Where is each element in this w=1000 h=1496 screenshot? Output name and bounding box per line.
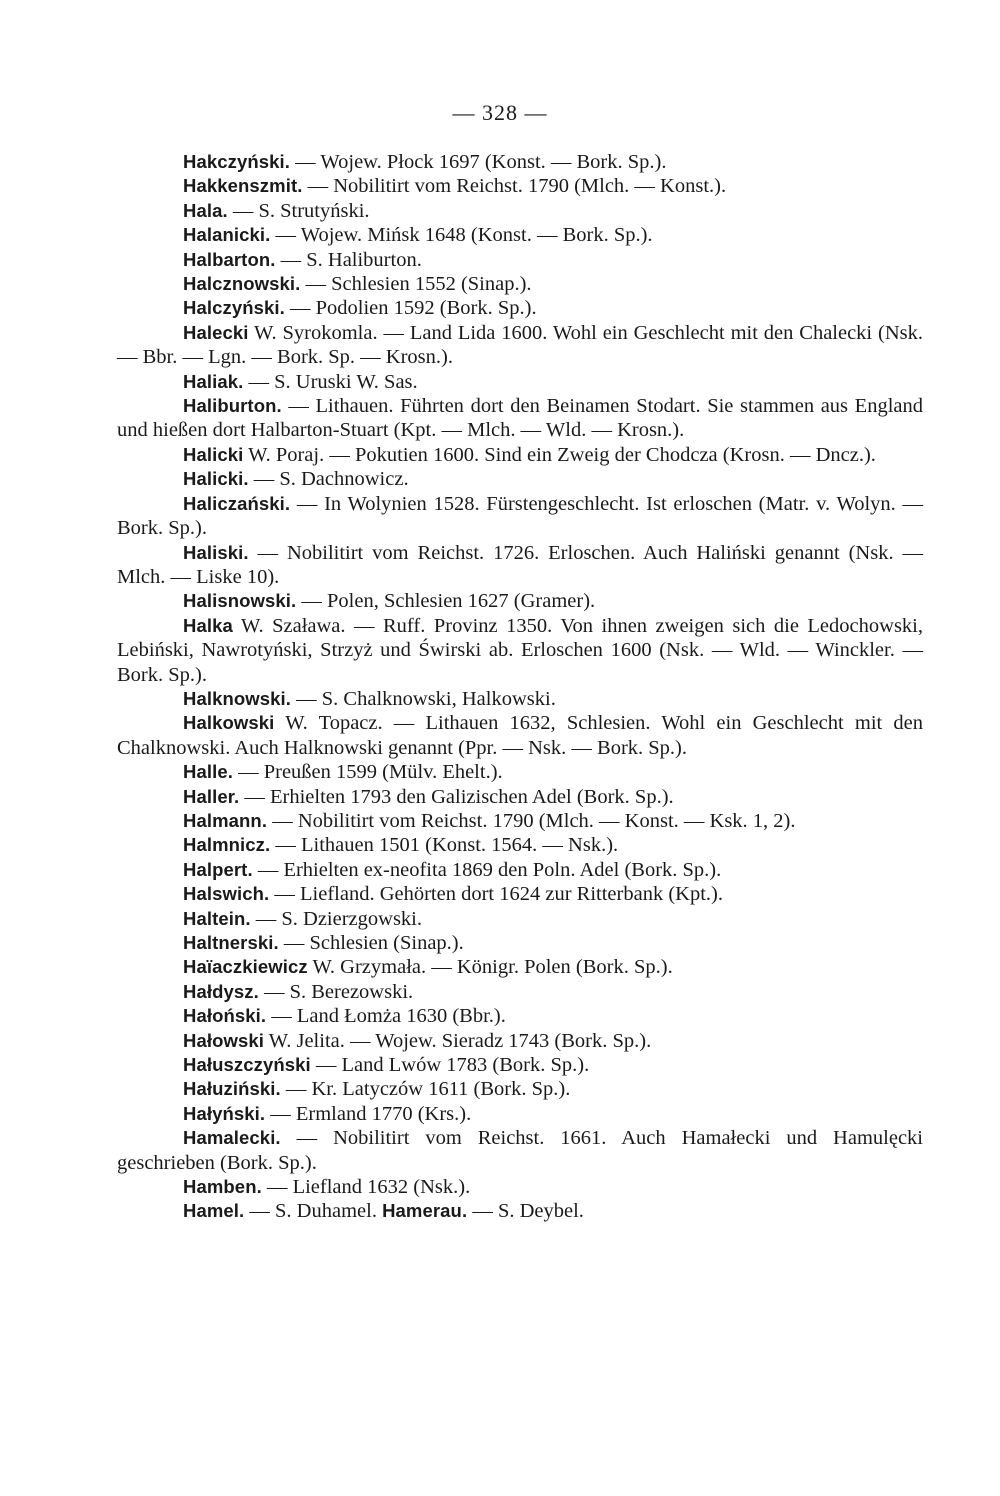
entry-text: — S. Haliburton. — [275, 248, 422, 271]
entry-headword: Halicki. — [183, 468, 249, 490]
list-item — [117, 394, 923, 443]
entry-headword: Haliski. — [183, 541, 249, 563]
entry-headword: Hamerau. — [382, 1200, 468, 1222]
list-item — [117, 711, 923, 760]
entry-text: — Nobilitirt vom Reichst. 1790 (Mlch. — Konst. — Ksk. 1, 2). — [267, 809, 796, 832]
entry-text: W. Poraj. — Pokutien 1600. Sind ein Zweig der Chodcza (Krosn. — Dncz.). — [243, 443, 876, 466]
entry-text: — Nobilitirt vom Reichst. 1661. Auch Hamałecki und Hamulęcki geschrieben (Bork. Sp.). — [117, 1127, 923, 1174]
entry-text: — Lithauen. Führten dort den Beinamen Stodart. Sie stammen aus England und hießen dort Halbarton-Stuart (Kpt. — Mlch. — Wld. — Krosn.). — [117, 395, 923, 442]
list-item — [117, 272, 923, 296]
list-item — [117, 370, 923, 394]
entry-headword: Hakkenszmit. — [183, 175, 303, 197]
list-item — [117, 467, 923, 491]
list-item — [117, 1102, 923, 1126]
list-item — [117, 541, 923, 590]
page-number: — 328 — — [452, 100, 548, 125]
entry-headword: Haliak. — [183, 370, 244, 392]
entry-text: — Preußen 1599 (Mülv. Ehelt.). — [232, 761, 503, 784]
entry-headword: Halczyński. — [183, 297, 285, 319]
list-item — [117, 955, 923, 979]
entry-headword: Halicki — [183, 443, 244, 465]
entry-headword: Hamben. — [183, 1176, 262, 1198]
entry-text: — Podolien 1592 (Bork. Sp.). — [284, 297, 537, 320]
entry-headword: Hala. — [183, 199, 228, 221]
entry-text: — S. Deybel. — [467, 1200, 584, 1223]
list-item — [117, 296, 923, 320]
list-item — [117, 1175, 923, 1199]
entry-headword: Haliczański. — [183, 492, 291, 514]
entry-text: — Polen, Schlesien 1627 (Gramer). — [296, 590, 596, 613]
entry-headword: Halecki — [183, 321, 249, 343]
entry-text: — Liefland 1632 (Nsk.). — [261, 1176, 471, 1199]
list-item — [117, 980, 923, 1004]
entry-headword: Haltein. — [183, 907, 251, 929]
list-item — [117, 1126, 923, 1175]
entry-headword: Halpert. — [183, 858, 253, 880]
entry-text: — S. Dachnowicz. — [248, 468, 409, 491]
entry-headword: Halbarton. — [183, 248, 276, 270]
list-item — [117, 858, 923, 882]
entry-text: — Schlesien (Sinap.). — [278, 932, 464, 954]
entry-text: — Wojew. Płock 1697 (Konst. — Bork. Sp.). — [290, 151, 667, 173]
entry-headword: Halkowski — [183, 712, 275, 734]
list-item — [117, 687, 923, 711]
entry-headword: Halcznowski. — [183, 273, 301, 295]
entry-headword: Halka — [183, 614, 233, 636]
entry-headword: Halmnicz. — [183, 834, 271, 856]
entry-text: — Wojew. Mińsk 1648 (Konst. — Bork. Sp.). — [270, 224, 653, 247]
list-item — [117, 589, 923, 613]
entry-headword: Hałowski — [183, 1029, 264, 1051]
list-item — [117, 492, 923, 541]
entry-text: — Ermland 1770 (Krs.). — [265, 1102, 472, 1125]
list-item — [117, 785, 923, 809]
entry-text: — S. Duhamel. — [244, 1200, 383, 1223]
entry-text: — S. Dzierzgowski. — [250, 907, 423, 930]
entry-text: W. Topacz. — Lithauen 1632, Schlesien. Wohl ein Geschlecht mit den Chalknowski. Auch Halknowski genannt (Ppr. — Nsk. — Bork. Sp.). — [117, 712, 923, 759]
entry-text: — Kr. Latyczów 1611 (Bork. Sp.). — [280, 1078, 571, 1101]
entry-headword: Halisnowski. — [183, 590, 297, 612]
entry-headword: Hamel. — [183, 1200, 245, 1222]
list-item — [117, 1199, 923, 1223]
entry-text: — Land Lwów 1783 (Bork. Sp.). — [310, 1054, 590, 1077]
list-item — [117, 321, 923, 370]
entry-text: W. Jelita. — Wojew. Sieradz 1743 (Bork. Sp.). — [264, 1029, 652, 1052]
entry-headword: Haltnerski. — [183, 932, 279, 953]
entry-text: — Nobilitirt vom Reichst. 1726. Erloschen. Auch Haliński genannt (Nsk. — Mlch. — Liske 10). — [117, 541, 923, 588]
list-item — [117, 882, 923, 906]
entry-text: — S. Chalknowski, Halkowski. — [291, 687, 556, 710]
entry-text: — S. Strutyński. — [227, 199, 370, 222]
list-item — [117, 931, 923, 955]
entry-headword: Haïaczkiewicz — [183, 956, 308, 978]
entry-headword: Hakczyński. — [183, 151, 291, 172]
entry-headword: Haliburton. — [183, 395, 282, 417]
entry-text: — Lithauen 1501 (Konst. 1564. — Nsk.). — [270, 834, 619, 857]
entry-headword: Halswich. — [183, 883, 270, 905]
list-item — [117, 174, 923, 198]
list-item — [117, 150, 923, 174]
entry-text: — Liefland. Gehörten dort 1624 zur Ritterbank (Kpt.). — [269, 883, 723, 906]
list-item — [117, 1077, 923, 1101]
entry-text: — Nobilitirt vom Reichst. 1790 (Mlch. — Konst.). — [302, 175, 727, 198]
entry-text: — In Wolynien 1528. Fürstengeschlecht. Ist erloschen (Matr. v. Wolyn. — Bork. Sp.). — [117, 492, 923, 540]
entry-text: — Land Łomża 1630 (Bbr.). — [266, 1005, 506, 1028]
list-item — [117, 1029, 923, 1053]
entry-headword: Hałyński. — [183, 1102, 266, 1124]
list-item — [117, 760, 923, 784]
list-item — [117, 614, 923, 687]
entry-text: — Erhielten ex-neofita 1869 den Poln. Adel (Bork. Sp.). — [252, 858, 722, 881]
list-item — [117, 1004, 923, 1028]
list-item — [117, 443, 923, 467]
list-item — [117, 809, 923, 833]
entry-headword: Halle. — [183, 761, 233, 783]
entry-text: — Schlesien 1552 (Sinap.). — [300, 273, 532, 296]
list-item — [117, 223, 923, 247]
entry-headword: Halmann. — [183, 809, 268, 831]
entry-text: — Erhielten 1793 den Galizischen Adel (Bork. Sp.). — [239, 785, 674, 808]
entry-headword: Hałoński. — [183, 1005, 267, 1027]
entry-headword: Hamalecki. — [183, 1127, 281, 1149]
entry-headword: Halknowski. — [183, 687, 292, 709]
entry-headword: Haller. — [183, 785, 240, 807]
entry-text: — S. Uruski W. Sas. — [243, 370, 418, 393]
entry-list — [117, 150, 923, 1224]
entry-text: W. Grzymała. — Königr. Polen (Bork. Sp.). — [307, 956, 673, 979]
entry-text: W. Syrokomla. — Land Lida 1600. Wohl ein Geschlecht mit den Chalecki (Nsk. — Bbr. — Lgn. — Bork. Sp. — Krosn.). — [117, 321, 923, 369]
list-item — [117, 833, 923, 857]
list-item — [117, 1053, 923, 1077]
list-item — [117, 248, 923, 272]
entry-text: W. Szaława. — Ruff. Provinz 1350. Von ihnen zweigen sich die Ledochowski, Lebiński, Nawrotyński, Strzyż und Świrski ab. Erloschen 1600 (Nsk. — Wld. — Winckler. — Bork. Sp.). — [117, 614, 923, 686]
list-item — [117, 199, 923, 223]
entry-text: — S. Berezowski. — [258, 980, 414, 1003]
entry-headword: Halanicki. — [183, 224, 271, 246]
list-item — [117, 907, 923, 931]
entry-headword: Hałdysz. — [183, 980, 259, 1002]
entry-headword: Hałuziński. — [183, 1078, 281, 1100]
entry-headword: Hałuszczyński — [183, 1054, 311, 1076]
